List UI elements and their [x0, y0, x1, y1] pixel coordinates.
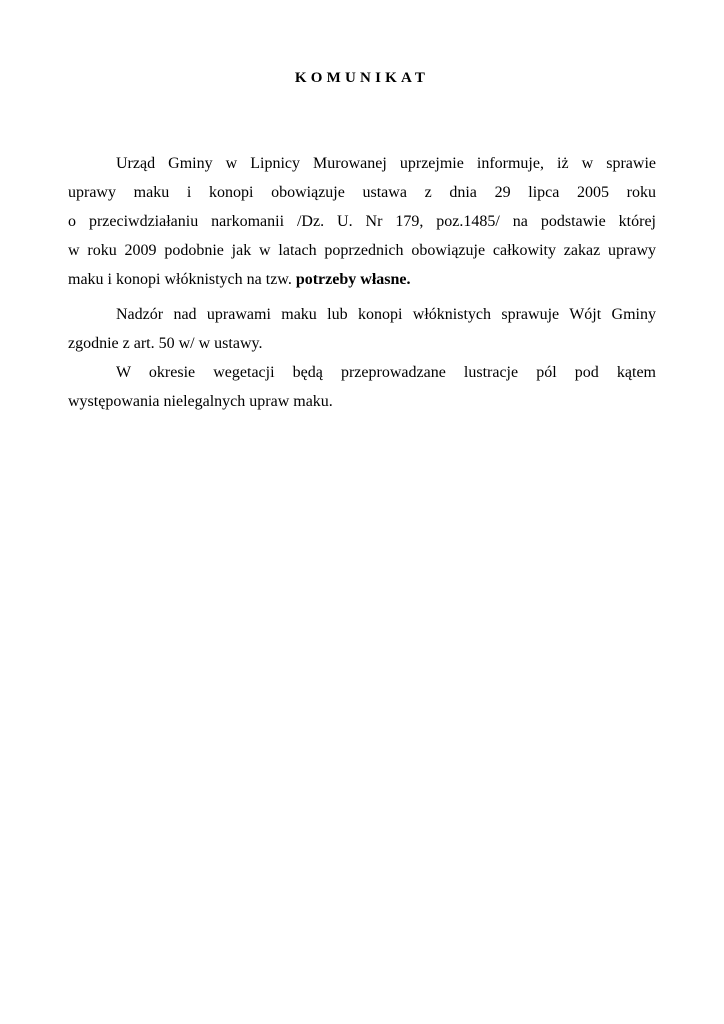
paragraph1-line5: [68, 265, 656, 294]
paragraph1-line2: uprawy maku i konopi obowiązuje ustawa z dnia 29 lipca 2005 roku: [68, 184, 656, 201]
paragraph3-line1: W okresie wegetacji będą przeprowadzane lustracje pól pod kątem: [116, 364, 656, 381]
document-body: [68, 149, 656, 416]
paragraph3-line2: występowania nielegalnych upraw maku.: [68, 393, 333, 410]
document-title: KOMUNIKAT: [294, 70, 430, 86]
emphasis-text: potrzeby własne.: [295, 271, 411, 288]
paragraph1-line5-text: maku i konopi włóknistych na tzw.: [68, 271, 296, 288]
paragraph1-line1: Urząd Gminy w Lipnicy Murowanej uprzejmie informuje, iż w sprawie: [116, 155, 656, 172]
paragraph1-line3: o przeciwdziałaniu narkomanii /Dz. U. Nr 179, poz.1485/ na podstawie której: [68, 213, 656, 230]
paragraph2-line1: Nadzór nad uprawami maku lub konopi włóknistych sprawuje Wójt Gminy: [116, 306, 656, 323]
paragraph1-line4: w roku 2009 podobnie jak w latach poprzednich obowiązuje całkowity zakaz uprawy: [68, 242, 656, 259]
paragraph2-line2: zgodnie z art. 50 w/ w ustawy.: [68, 335, 263, 352]
